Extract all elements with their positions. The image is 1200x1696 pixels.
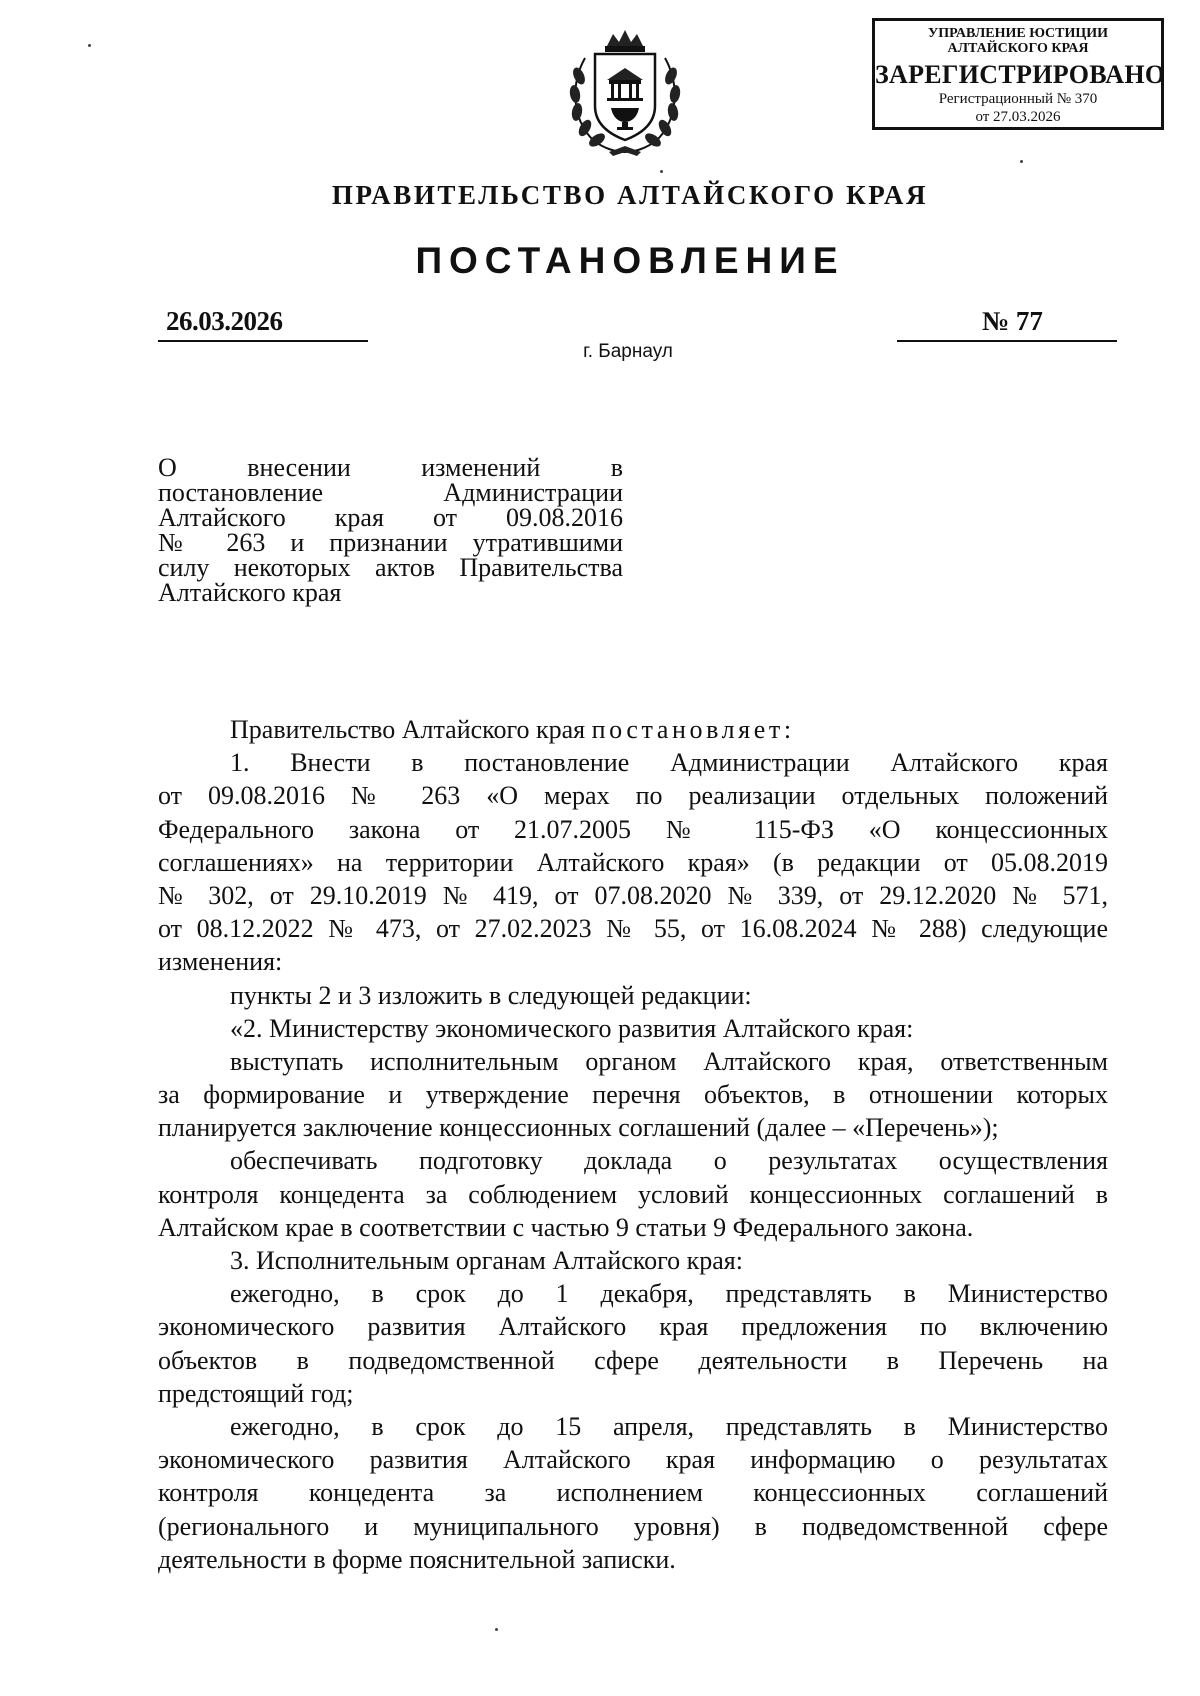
registration-stamp <box>872 18 1164 130</box>
body-line: планируется заключение концессионных соглашений (далее – «Перечень»); <box>158 1113 999 1143</box>
body-line: Федерального закона от 21.07.2005 № 115-ФЗ «О концессионных <box>158 814 1108 844</box>
document-city: г. Барнаул <box>583 341 673 362</box>
document-subject <box>158 455 623 605</box>
subject-line: постановление Администрации <box>158 478 623 507</box>
scan-speck <box>660 170 663 173</box>
body-line: экономического развития Алтайского края информацию о результатах <box>158 1445 1108 1475</box>
body-line: соглашениях» на территории Алтайского края» (в редакции от 05.08.2019 <box>158 847 1108 877</box>
body-line: ежегодно, в срок до 1 декабря, представлять в Министерство <box>230 1279 1108 1309</box>
document-number: № 77 <box>897 306 1117 342</box>
government-title: ПРАВИТЕЛЬСТВО АЛТАЙСКОГО КРАЯ <box>331 180 929 210</box>
coat-of-arms-icon <box>563 28 687 160</box>
subject-line: Алтайского края <box>158 578 342 607</box>
body-line: от 08.12.2022 № 473, от 27.02.2023 № 55, от 16.08.2024 № 288) следующие <box>158 914 1108 944</box>
scan-speck <box>495 1628 498 1631</box>
subject-line: силу некоторых актов Правительства <box>158 553 623 582</box>
body-line: обеспечивать подготовку доклада о результатах осуществления <box>230 1146 1108 1176</box>
body-line: от 09.08.2016 № 263 «О мерах по реализации отдельных положений <box>158 781 1108 811</box>
document-date: 26.03.2026 <box>158 306 368 342</box>
document-type: ПОСТАНОВЛЕНИЕ <box>415 240 845 281</box>
stamp-reg-date: от 27.03.2026 <box>975 109 1061 125</box>
body-line: № 302, от 29.10.2019 № 419, от 07.08.2020 № 339, от 29.12.2020 № 571, <box>158 880 1108 910</box>
body-line: изменения: <box>158 947 283 977</box>
preamble <box>158 713 1108 746</box>
stamp-org-line1: УПРАВЛЕНИЕ ЮСТИЦИИ <box>928 26 1108 41</box>
body-line: предстоящий год; <box>158 1378 354 1408</box>
body-line: объектов в подведомственной сфере деятельности в Перечень на <box>158 1345 1108 1375</box>
stamp-org-line2: АЛТАЙСКОГО КРАЯ <box>947 41 1089 56</box>
stamp-reg-number: Регистрационный № 370 <box>938 91 1098 107</box>
body-line: ежегодно, в срок до 15 апреля, представлять в Министерство <box>230 1411 1108 1441</box>
body-line: за формирование и утверждение перечня объектов, в отношении которых <box>158 1080 1108 1110</box>
stamp-status: ЗАРЕГИСТРИРОВАНО <box>875 60 1166 89</box>
body-line: контроля концедента за исполнением концессионных соглашений <box>158 1478 1108 1508</box>
subject-line: Алтайского края от 09.08.2016 <box>158 503 623 532</box>
preamble-text: Правительство Алтайского края <box>230 715 592 744</box>
subject-line: О внесении изменений в <box>158 453 623 482</box>
body-line: деятельности в форме пояснительной записки. <box>158 1544 676 1574</box>
body-line: «2. Министерству экономического развития Алтайского края: <box>230 1013 914 1043</box>
body-line: выступать исполнительным органом Алтайского края, ответственным <box>230 1046 1108 1076</box>
body-line: (регионального и муниципального уровня) в подведомственной сфере <box>158 1511 1108 1541</box>
body-line: 1. Внести в постановление Администрации Алтайского края <box>230 748 1108 778</box>
subject-line: № 263 и признании утратившими <box>158 528 623 557</box>
body-line: пункты 2 и 3 изложить в следующей редакции: <box>230 980 752 1010</box>
document-body <box>158 713 1108 1576</box>
scan-speck <box>88 44 91 47</box>
body-line: Алтайском крае в соответствии с частью 9 статьи 9 Федерального закона. <box>158 1212 974 1242</box>
body-line: 3. Исполнительным органам Алтайского края: <box>230 1246 743 1275</box>
body-line: контроля концедента за соблюдением условий концессионных соглашений в <box>158 1179 1108 1209</box>
preamble-resolves: постановляет: <box>591 715 795 744</box>
scan-speck <box>1020 160 1023 163</box>
body-line: экономического развития Алтайского края предложения по включению <box>158 1312 1108 1342</box>
